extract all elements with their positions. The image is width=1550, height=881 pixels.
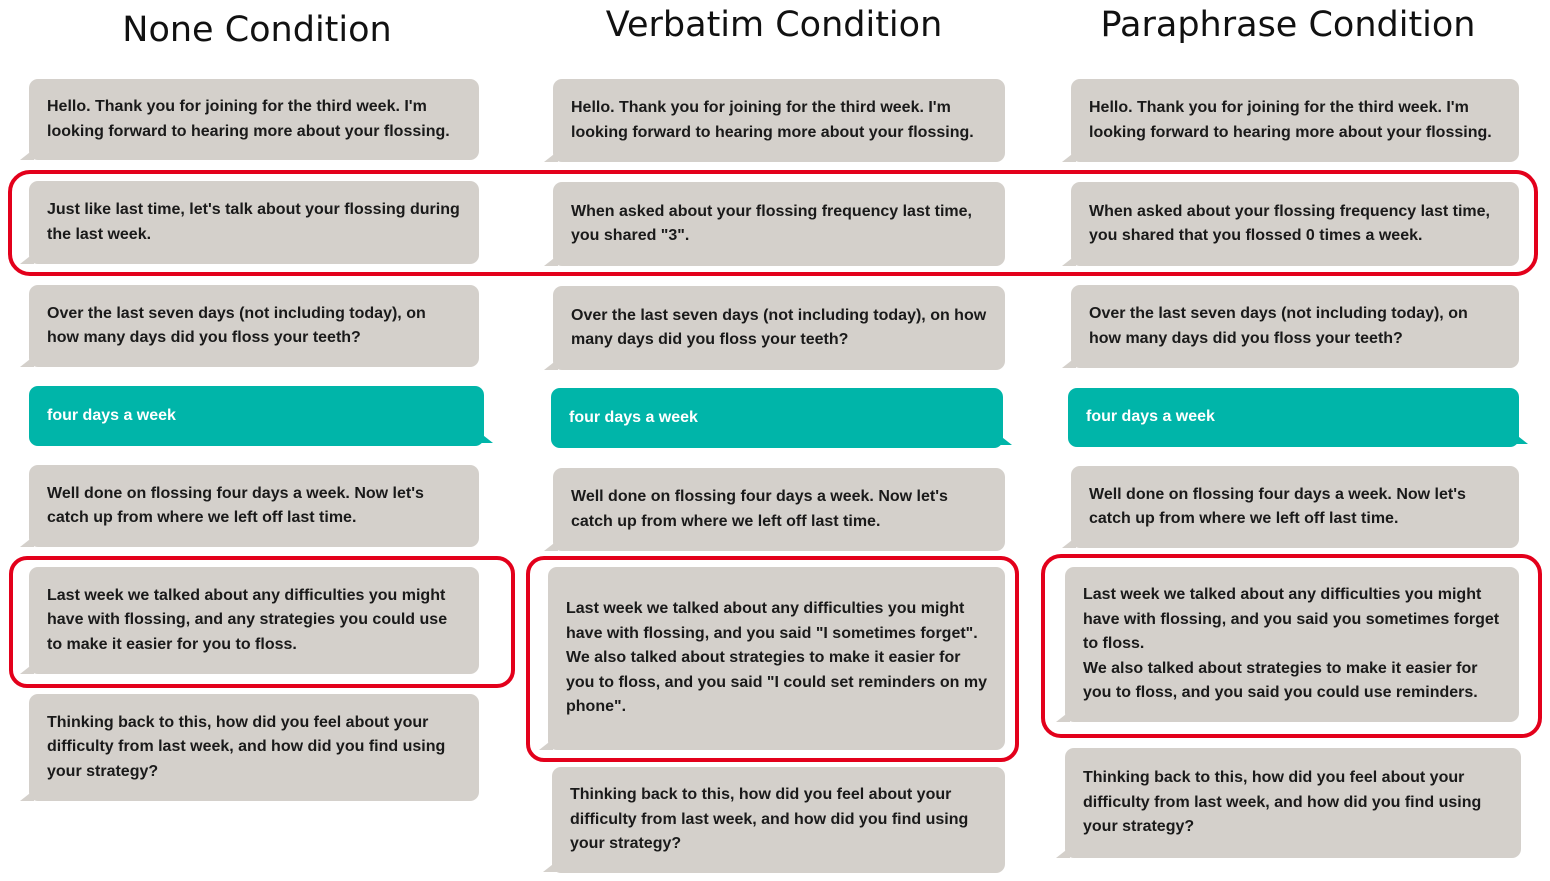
chat-bubble-bot-praise: Well done on flossing four days a week. Now let's catch up from where we left off last time. <box>29 465 479 547</box>
bubble-tail <box>20 149 34 160</box>
chat-bubble-user-answer: four days a week <box>29 386 484 446</box>
chat-bubble-bot-greeting: Hello. Thank you for joining for the third week. I'm looking forward to hearing more about your flossing. <box>1071 79 1519 162</box>
chat-bubble-bot-greeting: Hello. Thank you for joining for the third week. I'm looking forward to hearing more about your flossing. <box>553 79 1005 162</box>
bubble-tail <box>1056 847 1070 858</box>
chat-bubble-bot-frequency-recall: Just like last time, let's talk about your flossing during the last week. <box>29 181 479 264</box>
chat-bubble-bot-praise: Well done on flossing four days a week. Now let's catch up from where we left off last time. <box>1071 466 1519 548</box>
chat-bubble-bot-reflection-question: Thinking back to this, how did you feel about your difficulty from last week, and how did you find using your strategy? <box>1065 748 1521 858</box>
highlight-verbatim-difficulty <box>526 556 1019 762</box>
chat-bubble-bot-frequency-question: Over the last seven days (not including today), on how many days did you floss your teeth? <box>29 285 479 367</box>
column-title-none: None Condition <box>122 10 392 50</box>
chat-bubble-bot-difficulty-recall: Last week we talked about any difficulties you might have with flossing, and you said you sometimes forget to floss. We also talked about strategies to make it easier for you to floss, and you said you could use reminders. <box>1065 567 1519 722</box>
chat-bubble-bot-difficulty-recall: Last week we talked about any difficulties you might have with flossing, and any strategies you could use to make it easier for you to floss. <box>29 567 479 674</box>
bubble-tail <box>1514 433 1528 444</box>
chat-bubble-user-answer: four days a week <box>551 388 1003 448</box>
bubble-tail <box>543 861 557 872</box>
chat-bubble-bot-reflection-question: Thinking back to this, how did you feel about your difficulty from last week, and how did you find using your strategy? <box>552 767 1005 873</box>
chat-bubble-bot-frequency-question: Over the last seven days (not including today), on how many days did you floss your teeth? <box>1071 285 1519 368</box>
bubble-tail <box>1062 357 1076 368</box>
highlight-frequency-recall-row <box>8 170 1538 276</box>
bubble-tail <box>479 432 493 443</box>
chat-bubble-bot-frequency-recall: When asked about your flossing frequency last time, you shared "3". <box>553 182 1005 266</box>
bubble-tail <box>544 359 558 370</box>
chat-bubble-bot-reflection-question: Thinking back to this, how did you feel about your difficulty from last week, and how did you find using your strategy? <box>29 694 479 801</box>
column-title-verbatim: Verbatim Condition <box>605 5 943 45</box>
bubble-tail <box>20 536 34 547</box>
chat-bubble-bot-frequency-question: Over the last seven days (not including today), on how many days did you floss your teeth? <box>553 286 1005 370</box>
bubble-tail <box>544 540 558 551</box>
chat-bubble-bot-praise: Well done on flossing four days a week. Now let's catch up from where we left off last time. <box>553 468 1005 551</box>
chat-bubble-bot-greeting: Hello. Thank you for joining for the third week. I'm looking forward to hearing more about your flossing. <box>29 79 479 160</box>
chat-bubble-bot-frequency-recall: When asked about your flossing frequency last time, you shared that you flossed 0 times a week. <box>1071 182 1519 266</box>
chat-bubble-user-answer: four days a week <box>1068 388 1519 447</box>
chat-bubble-bot-difficulty-recall: Last week we talked about any difficulties you might have with flossing, and you said "I sometimes forget". We also talked about strategies to make it easier for you to floss, and you said "I could set reminders on my phone". <box>548 567 1005 750</box>
bubble-tail <box>1062 537 1076 548</box>
highlight-none-difficulty <box>9 556 515 688</box>
bubble-tail <box>20 356 34 367</box>
bubble-tail <box>998 434 1012 445</box>
column-title-paraphrase: Paraphrase Condition <box>1100 5 1476 45</box>
bubble-tail <box>1062 151 1076 162</box>
bubble-tail <box>544 151 558 162</box>
highlight-paraphrase-difficulty <box>1041 554 1542 738</box>
bubble-tail <box>20 790 34 801</box>
